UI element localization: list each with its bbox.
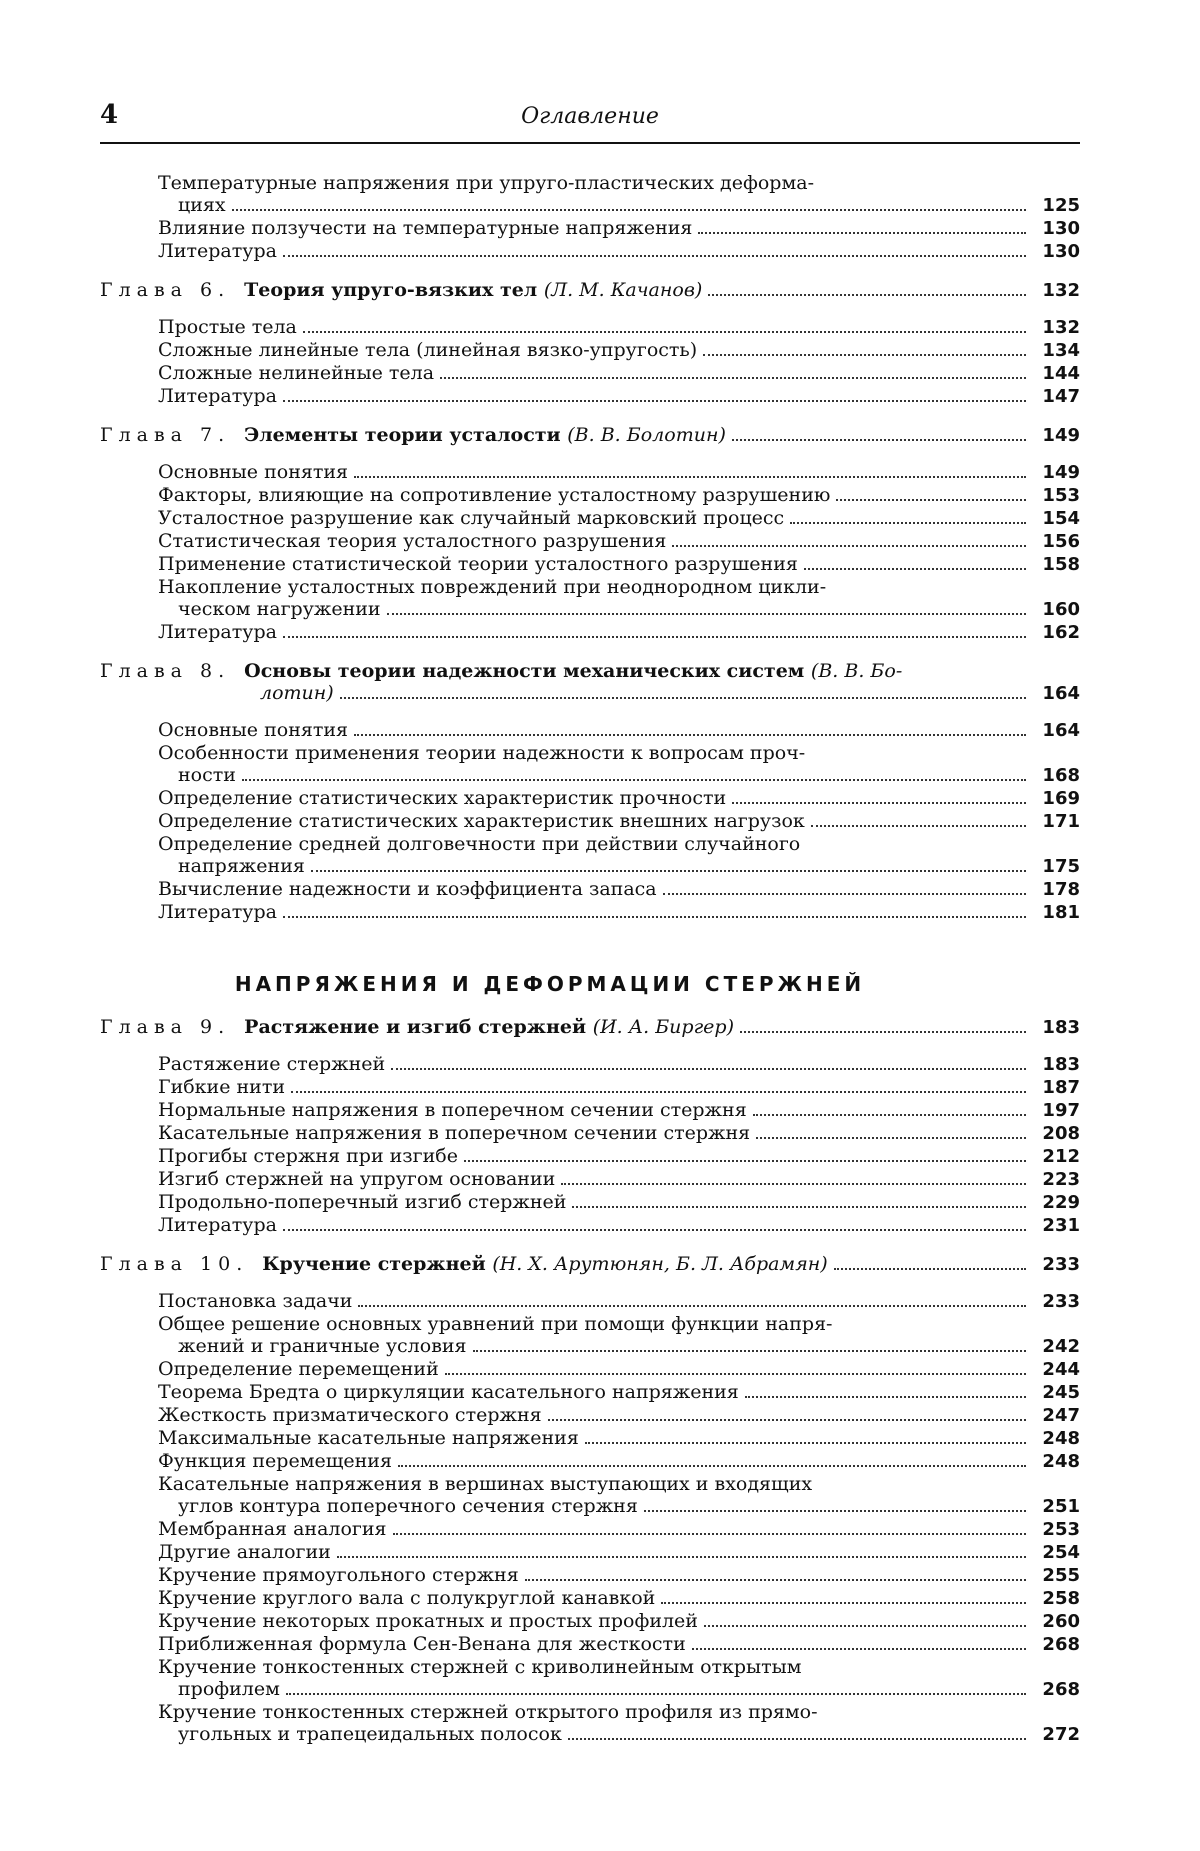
toc-entry[interactable] <box>100 1610 1080 1633</box>
toc-entry[interactable] <box>100 1122 1080 1145</box>
chapter-authors: (В. В. Бо- <box>810 660 903 682</box>
header-rule <box>100 142 1080 144</box>
toc-entry-text-cont: напряжения <box>178 855 305 877</box>
toc-entry[interactable] <box>100 1053 1080 1076</box>
toc-entry[interactable] <box>100 172 1080 217</box>
chapter-authors: (В. В. Болотин) <box>567 424 726 446</box>
leader-dots <box>661 1602 1026 1604</box>
toc-page-number: 130 <box>1042 241 1080 262</box>
leader-dots <box>340 697 1026 699</box>
toc-entry-text: Литература <box>158 901 277 923</box>
toc-entry-text: Гибкие нити <box>158 1076 286 1098</box>
toc-page-number: 168 <box>1042 765 1080 786</box>
toc-entry-text-cont: углов контура поперечного сечения стержня <box>178 1495 638 1517</box>
leader-dots <box>663 893 1026 895</box>
toc-entry[interactable] <box>100 878 1080 901</box>
toc-entry-text: Литература <box>158 1214 277 1236</box>
leader-dots <box>753 1114 1026 1116</box>
toc-entry-text: Литература <box>158 240 277 262</box>
toc-entry[interactable] <box>100 530 1080 553</box>
toc-page-number: 154 <box>1042 508 1080 529</box>
leader-dots <box>283 255 1026 257</box>
toc-page-number: 164 <box>1042 683 1080 704</box>
leader-dots <box>644 1510 1026 1512</box>
toc-entry-text: Приближенная формула Сен-Венана для жесткости <box>158 1633 686 1655</box>
toc-entry[interactable] <box>100 1381 1080 1404</box>
toc-entry[interactable] <box>100 484 1080 507</box>
toc-entry-text: Вычисление надежности и коэффициента запаса <box>158 878 657 900</box>
toc-entry[interactable] <box>100 1564 1080 1587</box>
toc-entry-text: Кручение некоторых прокатных и простых профилей <box>158 1610 698 1632</box>
leader-dots <box>286 1693 1026 1695</box>
toc-entry-text: Сложные линейные тела (линейная вязко-упругость) <box>158 339 698 361</box>
toc-page-number: 125 <box>1042 195 1080 216</box>
toc-entry-text-cont: жений и граничные условия <box>178 1335 467 1357</box>
toc-page-number: 248 <box>1042 1451 1080 1472</box>
toc-chapter-9[interactable] <box>100 1016 1080 1039</box>
leader-dots <box>568 1738 1026 1740</box>
leader-dots <box>387 613 1026 615</box>
toc-page-number: 162 <box>1042 622 1080 643</box>
toc-entry[interactable] <box>100 1404 1080 1427</box>
toc-entry[interactable] <box>100 362 1080 385</box>
leader-dots <box>473 1350 1026 1352</box>
page-header <box>100 100 1080 140</box>
leader-dots <box>283 400 1026 402</box>
leader-dots <box>790 522 1026 524</box>
toc-entry-text: Нормальные напряжения в поперечном сечении стержня <box>158 1099 747 1121</box>
chapter-authors: (И. А. Биргер) <box>592 1016 734 1038</box>
leader-dots <box>283 1229 1026 1231</box>
leader-dots <box>393 1533 1026 1535</box>
leader-dots <box>740 1031 1026 1033</box>
leader-dots <box>283 916 1026 918</box>
toc-entry[interactable] <box>100 1633 1080 1656</box>
leader-dots <box>398 1465 1026 1467</box>
toc-entry-text: Накопление усталостных повреждений при неоднородном цикли- <box>158 576 827 598</box>
chapter-label: Глава 7. <box>100 424 231 446</box>
toc-entry-text-cont: ности <box>178 764 236 786</box>
toc-entry-text: Определение средней долговечности при действии случайного <box>158 833 801 855</box>
toc-entry-text: Изгиб стержней на упругом основании <box>158 1168 556 1190</box>
chapter-title: Кручение стержней <box>262 1253 486 1275</box>
leader-dots <box>303 331 1026 333</box>
toc-page-number: 147 <box>1042 386 1080 407</box>
toc-entry[interactable] <box>100 1656 1080 1701</box>
chapter-title: Элементы теории усталости <box>244 424 561 446</box>
toc-page-number: 253 <box>1042 1519 1080 1540</box>
toc-entry[interactable] <box>100 1450 1080 1473</box>
toc-entry[interactable] <box>100 1168 1080 1191</box>
toc-page-number: 268 <box>1042 1679 1080 1700</box>
toc-page-number: 233 <box>1042 1254 1080 1275</box>
chapter-authors: (Н. Х. Арутюнян, Б. Л. Абрамян) <box>492 1253 828 1275</box>
toc-entry-text: Общее решение основных уравнений при помощи функции напря- <box>158 1313 833 1335</box>
toc-chapter-8[interactable] <box>100 660 1080 705</box>
toc-entry-text: Максимальные касательные напряжения <box>158 1427 579 1449</box>
toc-page-number: 251 <box>1042 1496 1080 1517</box>
leader-dots <box>692 1648 1026 1650</box>
toc-chapter-10[interactable] <box>100 1253 1080 1276</box>
toc-page-number: 156 <box>1042 531 1080 552</box>
toc-entry[interactable] <box>100 1518 1080 1541</box>
leader-dots <box>708 294 1026 296</box>
leader-dots <box>232 209 1026 211</box>
toc-entry-text: Касательные напряжения в вершинах выступающих и входящих <box>158 1473 813 1495</box>
toc-page-number: 175 <box>1042 856 1080 877</box>
toc-entry-text: Жесткость призматического стержня <box>158 1404 542 1426</box>
toc-entry-text: Мембранная аналогия <box>158 1518 387 1540</box>
leader-dots <box>311 870 1026 872</box>
leader-dots <box>836 499 1026 501</box>
toc-entry-text: Усталостное разрушение как случайный марковский процесс <box>158 507 785 529</box>
chapter-label: Глава 10. <box>100 1253 249 1275</box>
toc-entry[interactable] <box>100 833 1080 878</box>
toc-entry-text: Продольно-поперечный изгиб стержней <box>158 1191 567 1213</box>
toc-entry[interactable] <box>100 901 1080 924</box>
toc-entry[interactable] <box>100 1427 1080 1450</box>
leader-dots <box>834 1268 1026 1270</box>
leader-dots <box>804 568 1026 570</box>
toc-entry[interactable] <box>100 1541 1080 1564</box>
toc-entry-text: Прогибы стержня при изгибе <box>158 1145 458 1167</box>
leader-dots <box>704 1625 1026 1627</box>
toc-entry-text: Функция перемещения <box>158 1450 392 1472</box>
toc-entry-text: Кручение круглого вала с полукруглой канавкой <box>158 1587 656 1609</box>
chapter-label: Глава 9. <box>100 1016 231 1038</box>
toc-entry[interactable] <box>100 217 1080 240</box>
toc-entry[interactable] <box>100 810 1080 833</box>
toc-entry-text-cont: угольных и трапецеидальных полосок <box>178 1723 562 1745</box>
toc-page-number: 160 <box>1042 599 1080 620</box>
toc-entry-text: Кручение тонкостенных стержней с криволинейным открытым <box>158 1656 802 1678</box>
leader-dots <box>698 232 1026 234</box>
toc-page-number: 242 <box>1042 1336 1080 1357</box>
leader-dots <box>391 1068 1026 1070</box>
leader-dots <box>732 802 1026 804</box>
toc-entry[interactable] <box>100 1701 1080 1746</box>
leader-dots <box>337 1556 1026 1558</box>
toc-entry-text: Кручение тонкостенных стержней открытого профиля из прямо- <box>158 1701 818 1723</box>
leader-dots <box>585 1442 1026 1444</box>
toc-page-number: 244 <box>1042 1359 1080 1380</box>
toc-page-number: 171 <box>1042 811 1080 832</box>
table-of-contents <box>100 172 1080 1746</box>
toc-page-number: 183 <box>1042 1017 1080 1038</box>
toc-entry-text: Статистическая теория усталостного разрушения <box>158 530 667 552</box>
toc-page-number: 260 <box>1042 1611 1080 1632</box>
chapter-title: Растяжение и изгиб стержней <box>244 1016 587 1038</box>
leader-dots <box>291 1091 1026 1093</box>
toc-page-number: 132 <box>1042 280 1080 301</box>
page-number: 4 <box>100 100 119 130</box>
toc-page-number: 254 <box>1042 1542 1080 1563</box>
toc-entry-text: Определение статистических характеристик внешних нагрузок <box>158 810 805 832</box>
toc-entry[interactable] <box>100 461 1080 484</box>
toc-page-number: 158 <box>1042 554 1080 575</box>
toc-entry[interactable] <box>100 1290 1080 1313</box>
toc-page-number: 248 <box>1042 1428 1080 1449</box>
leader-dots <box>354 734 1026 736</box>
toc-page-number: 153 <box>1042 485 1080 506</box>
toc-page-number: 149 <box>1042 462 1080 483</box>
toc-entry-text: Основные понятия <box>158 461 348 483</box>
toc-page-number: 130 <box>1042 218 1080 239</box>
toc-entry[interactable] <box>100 1358 1080 1381</box>
leader-dots <box>445 1373 1026 1375</box>
toc-entry[interactable] <box>100 742 1080 787</box>
toc-entry[interactable] <box>100 385 1080 408</box>
toc-chapter-7[interactable] <box>100 424 1080 447</box>
toc-entry-text: Сложные нелинейные тела <box>158 362 435 384</box>
toc-entry[interactable] <box>100 1145 1080 1168</box>
toc-page-number: 144 <box>1042 363 1080 384</box>
leader-dots <box>572 1206 1026 1208</box>
toc-page-number: 197 <box>1042 1100 1080 1121</box>
toc-entry-text: Кручение прямоугольного стержня <box>158 1564 519 1586</box>
toc-page-number: 164 <box>1042 720 1080 741</box>
toc-entry-text: Литература <box>158 621 277 643</box>
toc-page-number: 245 <box>1042 1382 1080 1403</box>
toc-entry-text: Основные понятия <box>158 719 348 741</box>
toc-entry[interactable] <box>100 1099 1080 1122</box>
leader-dots <box>732 439 1026 441</box>
section-title: НАПРЯЖЕНИЯ И ДЕФОРМАЦИИ СТЕРЖНЕЙ <box>234 972 866 996</box>
chapter-title: Основы теории надежности механических систем <box>244 660 805 682</box>
toc-entry-text-cont: циях <box>178 194 226 216</box>
toc-page-number: 223 <box>1042 1169 1080 1190</box>
leader-dots <box>464 1160 1026 1162</box>
toc-entry[interactable] <box>100 576 1080 621</box>
toc-entry[interactable] <box>100 719 1080 742</box>
toc-entry-text: Факторы, влияющие на сопротивление усталостному разрушению <box>158 484 831 506</box>
toc-page-number: 233 <box>1042 1291 1080 1312</box>
leader-dots <box>561 1183 1026 1185</box>
toc-entry[interactable] <box>100 553 1080 576</box>
toc-entry-text: Простые тела <box>158 316 297 338</box>
toc-entry-text: Касательные напряжения в поперечном сечении стержня <box>158 1122 751 1144</box>
leader-dots <box>548 1419 1026 1421</box>
toc-chapter-6[interactable] <box>100 279 1080 302</box>
toc-page-number: 272 <box>1042 1724 1080 1745</box>
leader-dots <box>703 354 1026 356</box>
chapter-label: Глава 6. <box>100 279 231 301</box>
toc-page-number: 134 <box>1042 340 1080 361</box>
toc-entry[interactable] <box>100 240 1080 263</box>
toc-entry-text-cont: профилем <box>178 1678 280 1700</box>
toc-entry-text: Влияние ползучести на температурные напряжения <box>158 217 693 239</box>
toc-entry-text: Особенности применения теории надежности к вопросам проч- <box>158 742 806 764</box>
leader-dots <box>242 779 1026 781</box>
toc-entry-text: Применение статистической теории усталостного разрушения <box>158 553 798 575</box>
toc-page-number: 181 <box>1042 902 1080 923</box>
toc-entry-text: Растяжение стержней <box>158 1053 386 1075</box>
toc-page-number: 231 <box>1042 1215 1080 1236</box>
chapter-authors-cont: лотин) <box>260 682 334 704</box>
toc-entry[interactable] <box>100 1214 1080 1237</box>
toc-entry-text-cont: ческом нагружении <box>178 598 381 620</box>
toc-page-number: 229 <box>1042 1192 1080 1213</box>
toc-entry-text: Температурные напряжения при упруго-пластических деформа- <box>158 172 814 194</box>
toc-entry[interactable] <box>100 507 1080 530</box>
toc-page-number: 187 <box>1042 1077 1080 1098</box>
toc-entry[interactable] <box>100 316 1080 339</box>
toc-entry-text: Определение статистических характеристик прочности <box>158 787 727 809</box>
toc-page-number: 212 <box>1042 1146 1080 1167</box>
toc-page-number: 149 <box>1042 425 1080 446</box>
leader-dots <box>811 825 1026 827</box>
leader-dots <box>745 1396 1026 1398</box>
toc-page-number: 132 <box>1042 317 1080 338</box>
toc-entry[interactable] <box>100 1587 1080 1610</box>
chapter-label: Глава 8. <box>100 660 231 682</box>
toc-entry-text: Теорема Бредта о циркуляции касательного напряжения <box>158 1381 739 1403</box>
running-title: Оглавление <box>521 104 659 129</box>
toc-entry[interactable] <box>100 621 1080 644</box>
toc-entry[interactable] <box>100 1076 1080 1099</box>
chapter-authors: (Л. М. Качанов) <box>543 279 703 301</box>
toc-page-number: 247 <box>1042 1405 1080 1426</box>
toc-entry[interactable] <box>100 339 1080 362</box>
toc-entry[interactable] <box>100 1313 1080 1358</box>
leader-dots <box>358 1305 1026 1307</box>
toc-page-number: 255 <box>1042 1565 1080 1586</box>
toc-page-number: 208 <box>1042 1123 1080 1144</box>
toc-entry-text: Литература <box>158 385 277 407</box>
toc-page-number: 258 <box>1042 1588 1080 1609</box>
toc-page-number: 169 <box>1042 788 1080 809</box>
leader-dots <box>283 636 1026 638</box>
toc-page-number: 178 <box>1042 879 1080 900</box>
leader-dots <box>756 1137 1026 1139</box>
toc-entry[interactable] <box>100 787 1080 810</box>
leader-dots <box>440 377 1026 379</box>
toc-entry-text: Определение перемещений <box>158 1358 439 1380</box>
leader-dots <box>672 545 1026 547</box>
toc-entry[interactable] <box>100 1473 1080 1518</box>
toc-entry-text: Другие аналогии <box>158 1541 331 1563</box>
toc-entry-text: Постановка задачи <box>158 1290 353 1312</box>
toc-page-number: 183 <box>1042 1054 1080 1075</box>
toc-page-number: 268 <box>1042 1634 1080 1655</box>
chapter-title: Теория упруго-вязких тел <box>244 279 538 301</box>
toc-entry[interactable] <box>100 1191 1080 1214</box>
leader-dots <box>354 476 1026 478</box>
leader-dots <box>525 1579 1026 1581</box>
